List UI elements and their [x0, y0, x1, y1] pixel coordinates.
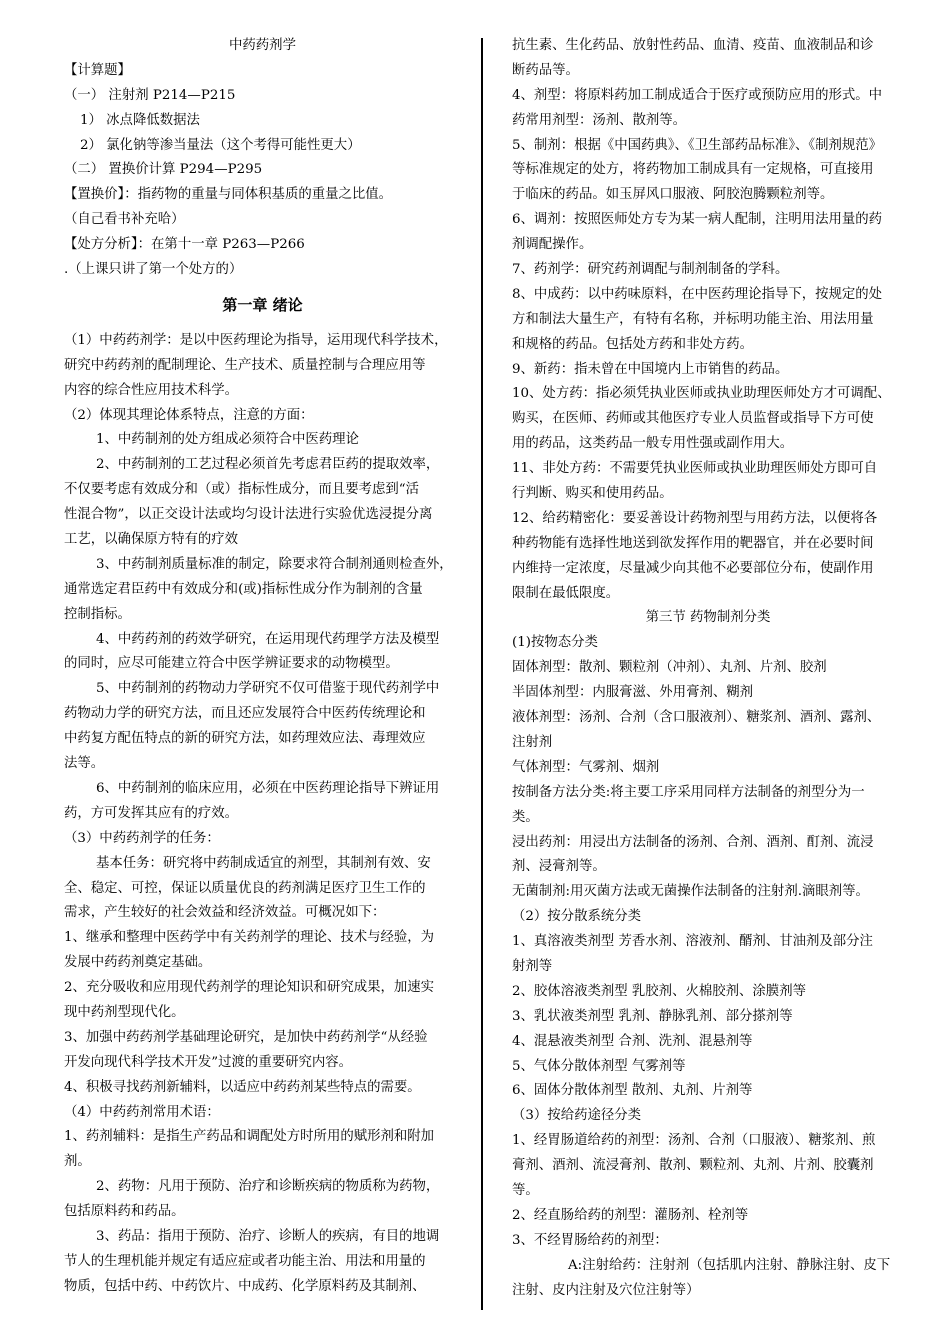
text-line: 基本任务：研究将中药制成适宜的剂型，其制剂有效、安 [96, 855, 431, 871]
text-line: 药物动力学的研究方法，而且还应发展符合中医药传统理论和 [64, 706, 426, 722]
text-line: 等标准规定的处方，将药物加工制成具有一定规格，可直接用 [512, 162, 874, 178]
text-line: 1、经胃肠道给药的剂型：汤剂、合剂（口服液）、糖浆剂、煎 [512, 1133, 876, 1149]
text-line: 3、中药制剂质量标准的制定，除要求符合制剂通则检查外， [96, 556, 453, 572]
text-line: 和规格的药品。包括处方药和非处方药。 [512, 336, 754, 352]
text-line: 剂。 [64, 1154, 91, 1170]
text-line: 法等。 [64, 756, 105, 772]
text-line: 行判断、购买和使用药品。 [512, 486, 673, 502]
text-line: 工艺，以确保原方特有的疗效 [64, 532, 239, 548]
text-line: （自己看书补充哈） [64, 212, 185, 228]
text-line: 1、真溶液类剂型 芳香水剂、溶液剂、醑剂、甘油剂及部分注 [512, 934, 873, 950]
chapter-heading: 第一章 绪论 [222, 295, 303, 314]
text-line: 购买，在医师、药师或其他医疗专业人员监督或指导下方可使 [512, 411, 874, 427]
text-line: 注射、皮内注射及穴位注射等） [512, 1282, 700, 1298]
text-line: 全、稳定、可控，保证以质量优良的药剂满足医疗卫生工作的 [64, 880, 426, 896]
text-line: 控制指标。 [64, 606, 131, 622]
text-line: 4、中药药剂的药效学研究，在运用现代药理学方法及模型 [96, 631, 440, 647]
text-line: 方和制法大量生产，有特有名称，并标明功能主治、用法用量 [512, 311, 874, 327]
text-line: （4）中药药剂常用术语： [64, 1104, 220, 1120]
text-line: 3、加强中药药剂学基础理论研究，是加快中药药剂学“从经验 [64, 1029, 428, 1045]
text-line: 通常选定君臣药中有效成分和(或)指标性成分作为制剂的含量 [64, 581, 423, 597]
text-line: （一） 注射剂 P214—P215 [64, 87, 236, 103]
text-line: （2）按分散系统分类 [512, 909, 642, 925]
text-line: 内容的综合性应用技术科学。 [64, 382, 239, 398]
section-heading: 中药药剂学 [229, 38, 296, 53]
text-line: 【处方分析】：在第十一章 P263—P266 [64, 237, 305, 253]
text-line: 内维持一定浓度，尽量减少向其他不必要部位分布，使副作用 [512, 560, 874, 576]
column-divider [481, 38, 483, 1310]
text-line: 的同时，应尽可能建立符合中医学辨证要求的动物模型。 [64, 656, 399, 672]
text-line: 包括原料药和药品。 [64, 1204, 185, 1220]
text-line: 剂、浸膏剂等。 [512, 859, 606, 875]
text-line: 按制备方法分类:将主要工序采用同样方法制备的剂型分为一 [512, 784, 865, 800]
text-line: 中药复方配伍特点的新的研究方法，如药理效应法、毒理效应 [64, 731, 426, 747]
text-line: 等。 [512, 1182, 539, 1198]
text-line: 性混合物”，以正交设计法或均匀设计法进行实验优选浸提分离 [64, 507, 433, 523]
text-line: 剂调配操作。 [512, 237, 593, 253]
text-line: 用的药品，这类药品一般专用性强或副作用大。 [512, 436, 794, 452]
text-line: 3、乳状液类剂型 乳剂、静脉乳剂、部分搽剂等 [512, 1008, 793, 1024]
text-line: 2、药物：凡用于预防、治疗和诊断疾病的物质称为药物， [96, 1179, 440, 1195]
text-line: 气体剂型：气雾剂、烟剂 [512, 759, 660, 775]
text-line: 节人的生理机能并规定有适应症或者功能主治、用法和用量的 [64, 1253, 426, 1269]
text-line: 不仅要考虑有效成分和（或）指标性成分，而且要考虑到“活 [64, 482, 419, 498]
text-line: 浸出药剂：用浸出方法制备的汤剂、合剂、酒剂、酊剂、流浸 [512, 834, 874, 850]
text-line: 10、处方药：指必须凭执业医师或执业助理医师处方才可调配、 [512, 386, 891, 402]
text-line: 于临床的药品。如玉屏风口服液、阿胶泡腾颗粒剂等。 [512, 187, 834, 203]
text-line: （2）体现其理论体系特点，注意的方面： [64, 407, 314, 423]
text-line: 6、调剂：按照医师处方专为某一病人配制，注明用法用量的药 [512, 212, 883, 228]
text-line: 11、非处方药：不需要凭执业医师或执业助理医师处方即可自 [512, 461, 878, 477]
left-column [64, 34, 461, 1300]
text-line: 物质，包括中药、中药饮片、中成药、化学原料药及其制剂、 [64, 1278, 426, 1294]
text-line: 类。 [512, 809, 539, 825]
text-line: .（上课只讲了第一个处方的） [64, 262, 243, 278]
text-line: 药，方可发挥其应有的疗效。 [64, 805, 239, 821]
text-line: 2、充分吸收和应用现代药剂学的理论知识和研究成果，加速实 [64, 980, 435, 996]
text-line: 药常用剂型：汤剂、散剂等。 [512, 112, 687, 128]
text-line: 液体剂型：汤剂、合剂（含口服液剂）、糖浆剂、酒剂、露剂、 [512, 710, 881, 726]
text-line: （3）按给药途径分类 [512, 1108, 642, 1124]
text-line: 6、中药制剂的临床应用，必须在中医药理论指导下辨证用 [96, 780, 440, 796]
text-line: （1）中药药剂学：是以中医药理论为指导，运用现代科学技术， [64, 332, 448, 348]
text-line: 5、中药制剂的药物动力学研究不仅可借鉴于现代药剂学中 [96, 681, 440, 697]
text-line: 开发向现代科学技术开发”过渡的重要研究内容。 [64, 1054, 353, 1070]
text-line: A:注射给药：注射剂（包括肌内注射、静脉注射、皮下 [568, 1257, 891, 1273]
text-line: 【置换价】：指药物的重量与同体积基质的重量之比值。 [64, 187, 393, 203]
text-line: 1、继承和整理中医药学中有关药剂学的理论、技术与经验，为 [64, 930, 435, 946]
text-line: 1） 冰点降低数据法 [80, 112, 200, 128]
text-line: 9、新药：指未曾在中国境内上市销售的药品。 [512, 361, 789, 377]
text-line: 需求，产生较好的社会效益和经济效益。可概况如下： [64, 905, 386, 921]
text-line: 抗生素、生化药品、放射性药品、血清、疫苗、血液制品和诊 [512, 38, 874, 53]
text-line: 2、经直肠给药的剂型：灌肠剂、栓剂等 [512, 1207, 749, 1223]
right-column [512, 34, 904, 1303]
text-line: 注射剂 [512, 734, 553, 750]
text-line: （3）中药药剂学的任务： [64, 830, 220, 846]
text-line: 4、混悬液类剂型 合剂、洗剂、混悬剂等 [512, 1033, 753, 1049]
text-line: 5、气体分散体剂型 气雾剂等 [512, 1058, 686, 1074]
text-line: 4、积极寻找药剂新辅料，以适应中药药剂某些特点的需要。 [64, 1079, 421, 1095]
text-line: 断药品等。 [512, 62, 579, 78]
text-line: 半固体剂型：内服膏滋、外用膏剂、糊剂 [512, 685, 754, 701]
text-line: 研究中药药剂的配制理论、生产技术、质量控制与合理应用等 [64, 357, 426, 373]
text-line: 5、制剂：根据《中国药典》、《卫生部药品标准》、《制剂规范》 [512, 137, 883, 153]
text-line: 2、胶体溶液类剂型 乳胶剂、火棉胶剂、涂膜剂等 [512, 983, 806, 999]
text-line: 2） 氯化钠等渗当量法（这个考得可能性更大） [80, 137, 361, 153]
text-line: 无菌制剂:用灭菌方法或无菌操作法制备的注射剂.滴眼剂等。 [512, 884, 869, 900]
section-heading: 第三节 药物制剂分类 [645, 610, 771, 626]
text-line: 6、固体分散体剂型 散剂、丸剂、片剂等 [512, 1083, 753, 1099]
text-line: 12、给药精密化：要妥善设计药物剂型与用药方法，以便将各 [512, 510, 878, 526]
text-line: 射剂等 [512, 958, 553, 974]
text-line: 3、不经胃肠给药的剂型： [512, 1232, 668, 1248]
text-line: (1)按物态分类 [512, 635, 598, 651]
text-line: 1、药剂辅料：是指生产药品和调配处方时所用的赋形剂和附加 [64, 1129, 435, 1145]
text-line: 1、中药制剂的处方组成必须符合中医药理论 [96, 432, 359, 448]
text-line: 3、药品：指用于预防、治疗、诊断人的疾病，有目的地调 [96, 1228, 440, 1244]
text-line: 种药物能有选择性地送到欲发挥作用的靶器官，并在必要时间 [512, 535, 874, 551]
text-line: 膏剂、酒剂、流浸膏剂、散剂、颗粒剂、丸剂、片剂、胶囊剂 [512, 1158, 874, 1174]
text-line: 现中药剂型现代化。 [64, 1004, 185, 1020]
text-line: 发展中药药剂奠定基础。 [64, 955, 212, 971]
text-line: 4、剂型：将原料药加工制成适合于医疗或预防应用的形式。中 [512, 87, 883, 103]
text-line: 【计算题】 [64, 62, 131, 78]
text-line: （二） 置换价计算 P294—P295 [64, 162, 263, 178]
text-line: 2、中药制剂的工艺过程必须首先考虑君臣药的提取效率， [96, 457, 440, 473]
text-line: 限制在最低限度。 [512, 585, 620, 601]
text-line: 7、药剂学：研究药剂调配与制剂制备的学科。 [512, 262, 789, 278]
text-line: 8、中成药：以中药味原料，在中医药理论指导下，按规定的处 [512, 286, 883, 302]
text-line: 固体剂型：散剂、颗粒剂（冲剂）、丸剂、片剂、胶剂 [512, 660, 827, 676]
